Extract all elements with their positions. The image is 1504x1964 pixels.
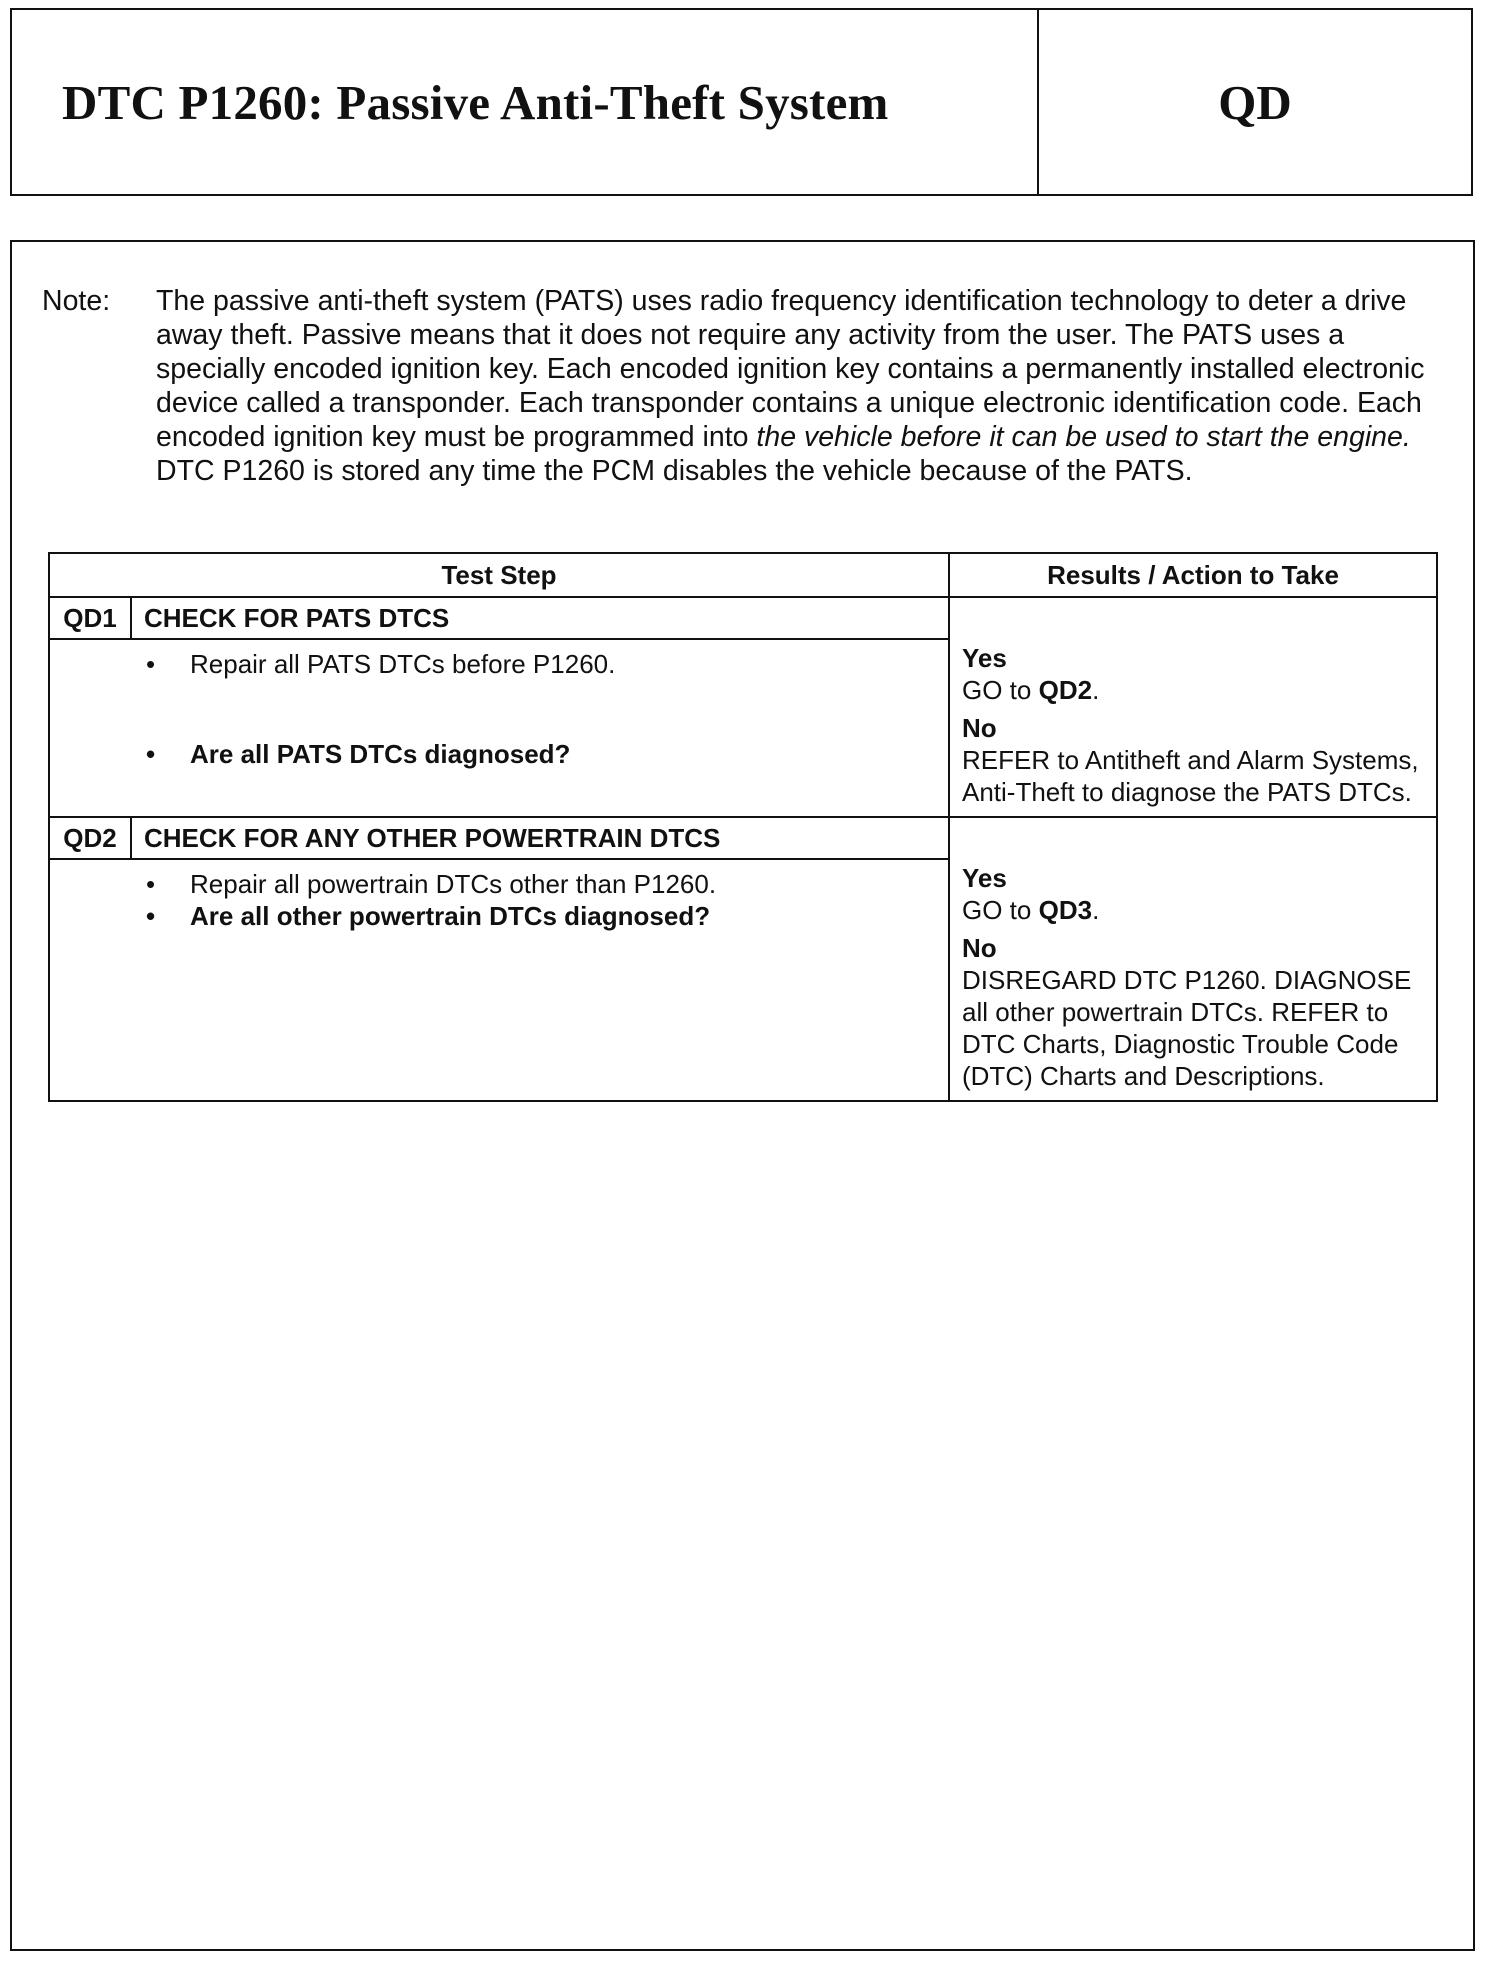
content-box xyxy=(10,240,1475,1951)
step-question: • Are all other powertrain DTCs diagnosed? xyxy=(146,900,948,932)
yes-target: QD2 xyxy=(1038,675,1093,705)
header-box xyxy=(10,8,1473,196)
yes-label: Yes xyxy=(962,643,1007,673)
no-action: REFER to Antitheft and Alarm Systems, Anti-Theft to diagnose the PATS DTCs. xyxy=(962,745,1419,807)
yes-label: Yes xyxy=(962,863,1007,893)
note-text xyxy=(156,284,1442,488)
note-label: Note: xyxy=(42,285,111,317)
note xyxy=(42,284,1442,488)
note-text-tail: DTC P1260 is stored any time the PCM disables the vehicle because of the PATS. xyxy=(156,455,1193,487)
step-body xyxy=(49,639,949,817)
no-label: No xyxy=(962,713,997,743)
step-id: QD1 xyxy=(49,597,131,639)
result-cell xyxy=(949,597,1437,817)
header-results: Results / Action to Take xyxy=(949,553,1437,597)
header-test-step: Test Step xyxy=(49,553,949,597)
step-instruction: • Repair all PATS DTCs before P1260. xyxy=(146,648,948,680)
yes-target: QD3 xyxy=(1038,895,1093,925)
note-text-italic: the vehicle before it can be used to start the engine. xyxy=(756,421,1411,453)
page-title: DTC P1260: Passive Anti-Theft System xyxy=(62,74,889,130)
no-action: DISREGARD DTC P1260. DIAGNOSE all other powertrain DTCs. REFER to DTC Charts, Diagnostic Trouble Code (DTC) Charts and Descriptions. xyxy=(962,965,1412,1091)
step-title: CHECK FOR PATS DTCS xyxy=(131,597,949,639)
step-id: QD2 xyxy=(49,817,131,859)
note-text-regular: The passive anti-theft system (PATS) uses radio frequency identification technology to deter a drive away theft. Passive means that it does not require any activity from the user. The PATS uses a specially encoded ignition key. Each encoded ignition key contains a permanently installed electronic device called a transponder. Each transponder contains a unique electronic identification code. Each encoded ignition key must be programmed into xyxy=(156,285,1425,453)
yes-action-text: GO to xyxy=(962,675,1032,705)
step-body xyxy=(49,859,949,1101)
yes-action: GO to QD2. xyxy=(962,675,1100,705)
no-label: No xyxy=(962,933,997,963)
yes-action-text: GO to xyxy=(962,895,1032,925)
step-title-row xyxy=(49,597,1437,639)
step-question: • Are all PATS DTCs diagnosed? xyxy=(146,738,948,770)
section-code: QD xyxy=(1218,74,1292,130)
step-title-row xyxy=(49,817,1437,859)
step-instruction: • Repair all powertrain DTCs other than P1260. xyxy=(146,868,948,900)
step-title: CHECK FOR ANY OTHER POWERTRAIN DTCS xyxy=(131,817,949,859)
yes-action: GO to QD3. xyxy=(962,895,1100,925)
table-header-row xyxy=(49,553,1437,597)
test-step-table xyxy=(48,552,1438,1102)
result-cell xyxy=(949,817,1437,1101)
